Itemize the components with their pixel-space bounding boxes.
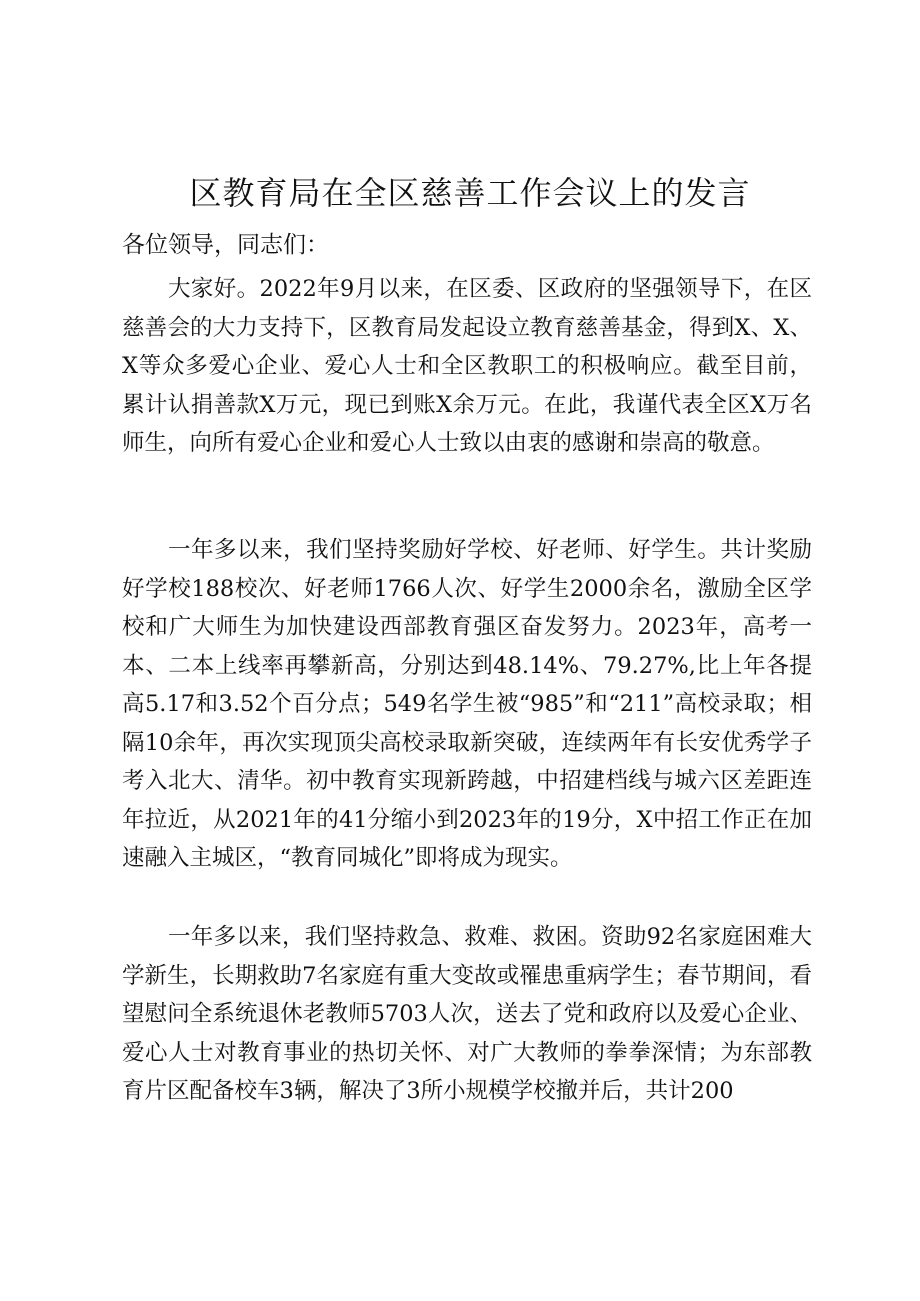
paragraph-1: 大家好。2022年9月以来，在区委、区政府的坚强领导下，在区慈善会的大力支持下，区教育局发起设立教育慈善基金，得到X、X、X等众多爱心企业、爱心人士和全区教职工的积极响应。截至目前，累计认捐善款X万元，现已到账X余万元。在此，我谨代表全区X万名师生，向所有爱心企业和爱心人士致以由衷的感谢和崇高的敬意。 xyxy=(122,276,812,456)
paragraph-3: 一年多以来，我们坚持救急、救难、救困。资助92名家庭困难大学新生，长期救助7名家庭有重大变故或罹患重病学生；春节期间，看望慰问全系统退休老教师5703人次，送去了党和政府以及爱心企业、爱心人士对教育事业的热切关怀、对广大教师的拳拳深情；为东部教育片区配备校车3辆，解决了3所小规模学校撤并后，共计200 xyxy=(122,924,812,1104)
salutation: 各位领导，同志们： xyxy=(122,232,329,258)
document-title: 区教育局在全区慈善工作会议上的发言 xyxy=(189,174,751,212)
paragraph-2: 一年多以来，我们坚持奖励好学校、好老师、好学生。共计奖励好学校188校次、好老师1766人次、好学生2000余名，激励全区学校和广大师生为加快建设西部教育强区奋发努力。2023年，高考一本、二本上线率再攀新高，分别达到48.14%、79.27%,比上年各提高5.17和3.52个百分点；549名学生被“985”和“211”高校录取；相隔10余年，再次实现顶尖高校录取新突破，连续两年有长安优秀学子考入北大、清华。初中教育实现新跨越，中招建档线与城六区差距连年拉近，从2021年的41分缩小到2023年的19分，X中招工作正在加速融入主城区，“教育同城化”即将成为现实。 xyxy=(122,537,812,871)
